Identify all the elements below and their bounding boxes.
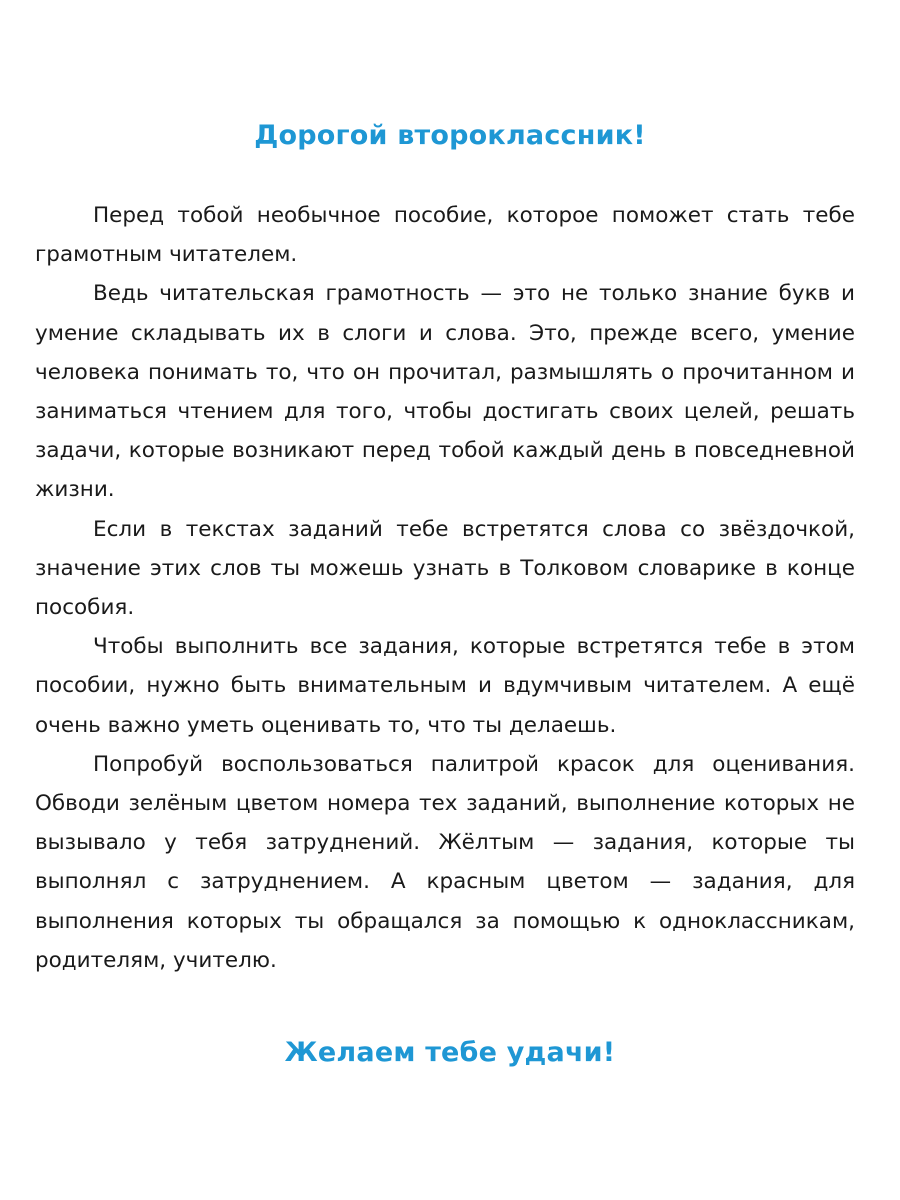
page-title: Дорогой второклассник!	[254, 120, 646, 151]
paragraph-palette: Попробуй воспользоваться палитрой красок для оценивания. Обводи зелёным цветом номера тех заданий, выполнение которых не вызывало у тебя затруднений. Жёлтым — задания, которые ты выполнял с затруднением. А красным цветом — задания, для выполнения которых ты обращался за помощью к одноклассникам, родителям, учителю.	[35, 751, 855, 973]
paragraph-literacy: Ведь читательская грамотность — это не только знание букв и умение складывать их в слоги и слова. Это, прежде всего, умение человека понимать то, что он прочитал, размышлять о прочитанном и заниматься чтением для того, чтобы достигать своих целей, решать задачи, которые возникают перед тобой каждый день в повседневной жизни.	[35, 281, 855, 503]
closing-wish: Желаем тебе удачи!	[284, 1037, 616, 1068]
body-text	[35, 196, 855, 980]
paragraph-attention: Чтобы выполнить все задания, которые встретятся тебе в этом пособии, нужно быть внимательным и вдумчивым читателем. А ещё очень важно уметь оценивать то, что ты делаешь.	[35, 634, 855, 738]
paragraph-intro: Перед тобой необычное пособие, которое поможет стать тебе грамотным читателем.	[35, 203, 855, 268]
paragraph-glossary: Если в текстах заданий тебе встретятся слова со звёздочкой, значение этих слов ты можешь узнать в Толковом словарике в конце пособия.	[35, 516, 855, 621]
